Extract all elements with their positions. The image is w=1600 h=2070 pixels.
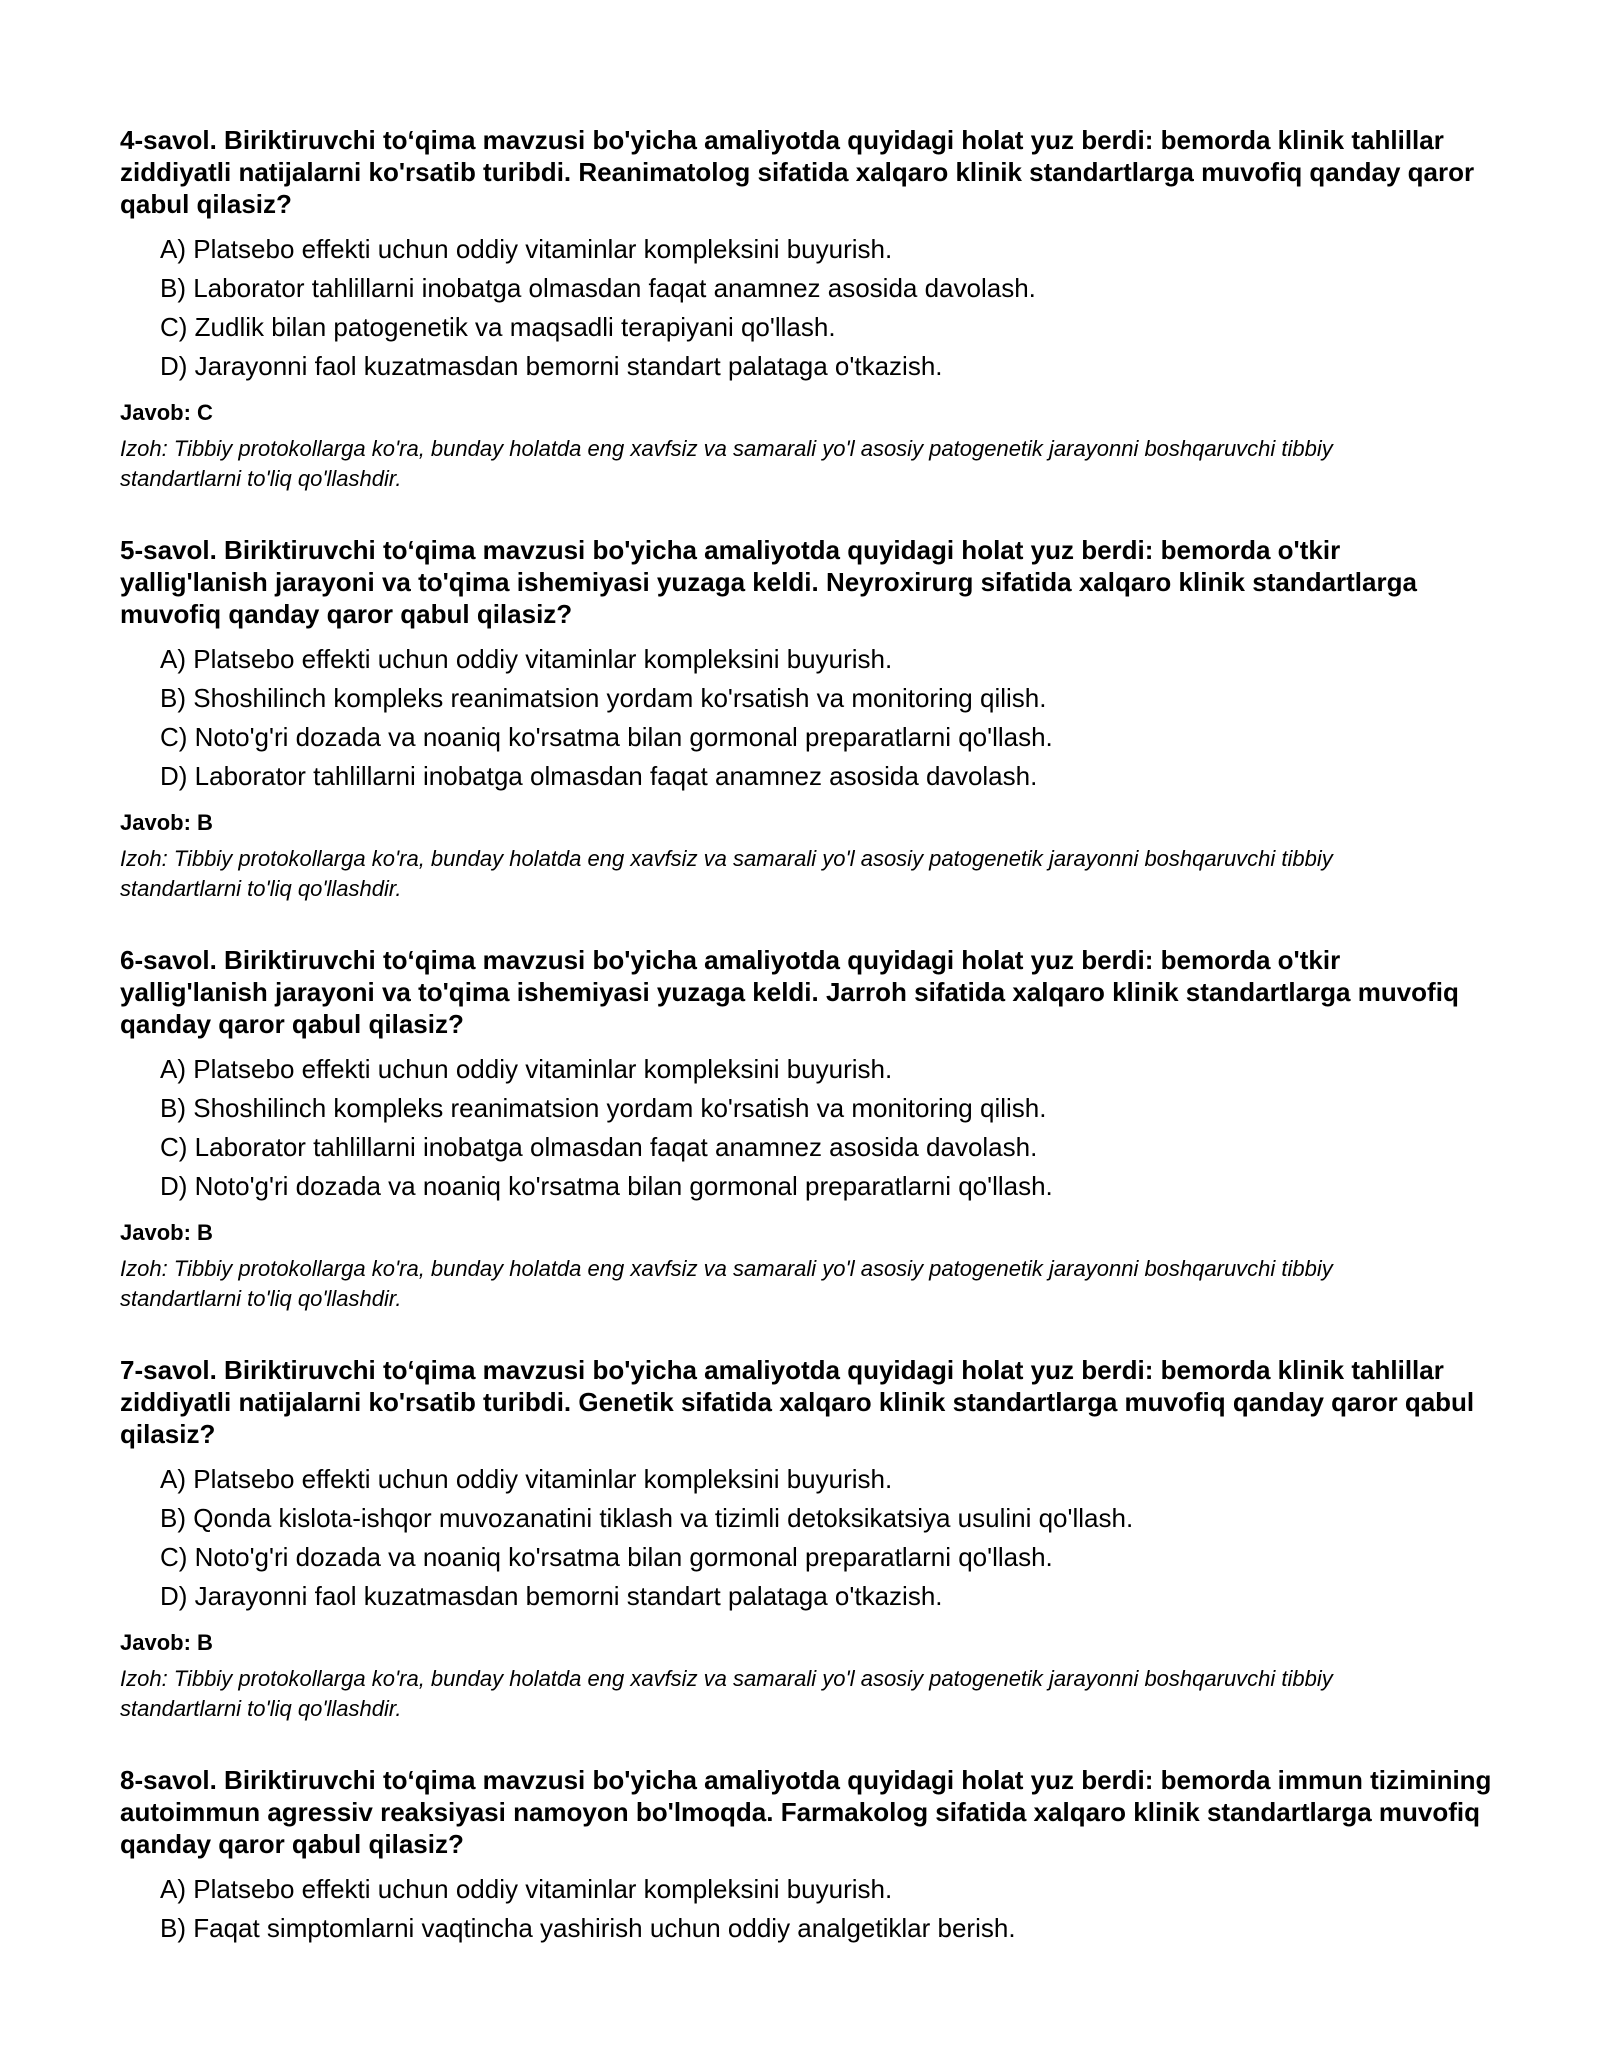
option-c: C) Noto'g'ri dozada va noaniq ko'rsatma bilan gormonal preparatlarni qo'llash. bbox=[160, 1542, 1053, 1572]
option-d: D) Jarayonni faol kuzatmasdan bemorni standart palataga o'tkazish. bbox=[160, 351, 943, 381]
option-list bbox=[120, 1050, 1495, 1206]
question-8 bbox=[120, 1764, 1495, 1948]
question-title: 5-savol. Biriktiruvchi to‘qima mavzusi bo'yicha amaliyotda quyidagi holat yuz berdi: bemorda o'tkir yallig'lanish jarayoni va to'qima ishemiyasi yuzaga keldi. Neyroxirurg sifatida xalqaro klinik standartlarga muvofiq qanday qaror qabul qilasiz? bbox=[120, 535, 1417, 629]
option-c: C) Laborator tahlillarni inobatga olmasdan faqat anamnez asosida davolash. bbox=[160, 1132, 1038, 1162]
option-a: A) Platsebo effekti uchun oddiy vitaminlar kompleksini buyurish. bbox=[160, 1464, 893, 1494]
option-b: B) Faqat simptomlarni vaqtincha yashirish uchun oddiy analgetiklar berish. bbox=[160, 1913, 1016, 1943]
option-list bbox=[120, 1460, 1495, 1616]
option-a: A) Platsebo effekti uchun oddiy vitaminlar kompleksini buyurish. bbox=[160, 644, 893, 674]
option-a: A) Platsebo effekti uchun oddiy vitaminlar kompleksini buyurish. bbox=[160, 234, 893, 264]
question-title: 4-savol. Biriktiruvchi to‘qima mavzusi bo'yicha amaliyotda quyidagi holat yuz berdi: bemorda klinik tahlillar ziddiyatli natijalarni ko'rsatib turibdi. Reanimatolog sifatida xalqaro klinik standartlarga muvofiq qanday qaror qabul qilasiz? bbox=[120, 125, 1475, 219]
option-d: D) Laborator tahlillarni inobatga olmasdan faqat anamnez asosida davolash. bbox=[160, 761, 1038, 791]
explanation-note: Izoh: Tibbiy protokollarga ko'ra, bunday holatda eng xavfsiz va samarali yo'l asosiy patogenetik jarayonni boshqaruvchi tibbiy standartlarni to'liq qo'llashdir. bbox=[120, 846, 1333, 901]
explanation-note: Izoh: Tibbiy protokollarga ko'ra, bunday holatda eng xavfsiz va samarali yo'l asosiy patogenetik jarayonni boshqaruvchi tibbiy standartlarni to'liq qo'llashdir. bbox=[120, 1666, 1333, 1721]
option-d: D) Jarayonni faol kuzatmasdan bemorni standart palataga o'tkazish. bbox=[160, 1581, 943, 1611]
option-b: B) Shoshilinch kompleks reanimatsion yordam ko'rsatish va monitoring qilish. bbox=[160, 1093, 1047, 1123]
question-6 bbox=[120, 944, 1495, 1314]
option-b: B) Shoshilinch kompleks reanimatsion yordam ko'rsatish va monitoring qilish. bbox=[160, 683, 1047, 713]
option-b: B) Laborator tahlillarni inobatga olmasdan faqat anamnez asosida davolash. bbox=[160, 273, 1036, 303]
explanation-note: Izoh: Tibbiy protokollarga ko'ra, bunday holatda eng xavfsiz va samarali yo'l asosiy patogenetik jarayonni boshqaruvchi tibbiy standartlarni to'liq qo'llashdir. bbox=[120, 1256, 1333, 1311]
option-b: B) Qonda kislota-ishqor muvozanatini tiklash va tizimli detoksikatsiya usulini qo'llash. bbox=[160, 1503, 1134, 1533]
question-5 bbox=[120, 534, 1495, 904]
answer-label: Javob: B bbox=[120, 1630, 213, 1655]
question-title: 6-savol. Biriktiruvchi to‘qima mavzusi bo'yicha amaliyotda quyidagi holat yuz berdi: bemorda o'tkir yallig'lanish jarayoni va to'qima ishemiyasi yuzaga keldi. Jarroh sifatida xalqaro klinik standartlarga muvofiq qanday qaror qabul qilasiz? bbox=[120, 945, 1459, 1039]
option-c: C) Zudlik bilan patogenetik va maqsadli terapiyani qo'llash. bbox=[160, 312, 836, 342]
option-list bbox=[120, 1870, 1495, 1948]
option-c: C) Noto'g'ri dozada va noaniq ko'rsatma bilan gormonal preparatlarni qo'llash. bbox=[160, 722, 1053, 752]
question-title: 8-savol. Biriktiruvchi to‘qima mavzusi bo'yicha amaliyotda quyidagi holat yuz berdi: bemorda immun tizimining autoimmun agressiv reaksiyasi namoyon bo'lmoqda. Farmakolog sifatida xalqaro klinik standartlarga muvofiq qanday qaror qabul qilasiz? bbox=[120, 1765, 1492, 1859]
answer-label: Javob: B bbox=[120, 1220, 213, 1245]
option-a: A) Platsebo effekti uchun oddiy vitaminlar kompleksini buyurish. bbox=[160, 1874, 893, 1904]
option-list bbox=[120, 640, 1495, 796]
question-title: 7-savol. Biriktiruvchi to‘qima mavzusi bo'yicha amaliyotda quyidagi holat yuz berdi: bemorda klinik tahlillar ziddiyatli natijalarni ko'rsatib turibdi. Genetik sifatida xalqaro klinik standartlarga muvofiq qanday qaror qabul qilasiz? bbox=[120, 1355, 1475, 1449]
document-page bbox=[120, 124, 1495, 1988]
question-4 bbox=[120, 124, 1495, 494]
option-d: D) Noto'g'ri dozada va noaniq ko'rsatma bilan gormonal preparatlarni qo'llash. bbox=[160, 1171, 1053, 1201]
answer-label: Javob: C bbox=[120, 400, 213, 425]
option-list bbox=[120, 230, 1495, 386]
question-7 bbox=[120, 1354, 1495, 1724]
option-a: A) Platsebo effekti uchun oddiy vitaminlar kompleksini buyurish. bbox=[160, 1054, 893, 1084]
answer-label: Javob: B bbox=[120, 810, 213, 835]
explanation-note: Izoh: Tibbiy protokollarga ko'ra, bunday holatda eng xavfsiz va samarali yo'l asosiy patogenetik jarayonni boshqaruvchi tibbiy standartlarni to'liq qo'llashdir. bbox=[120, 436, 1333, 491]
